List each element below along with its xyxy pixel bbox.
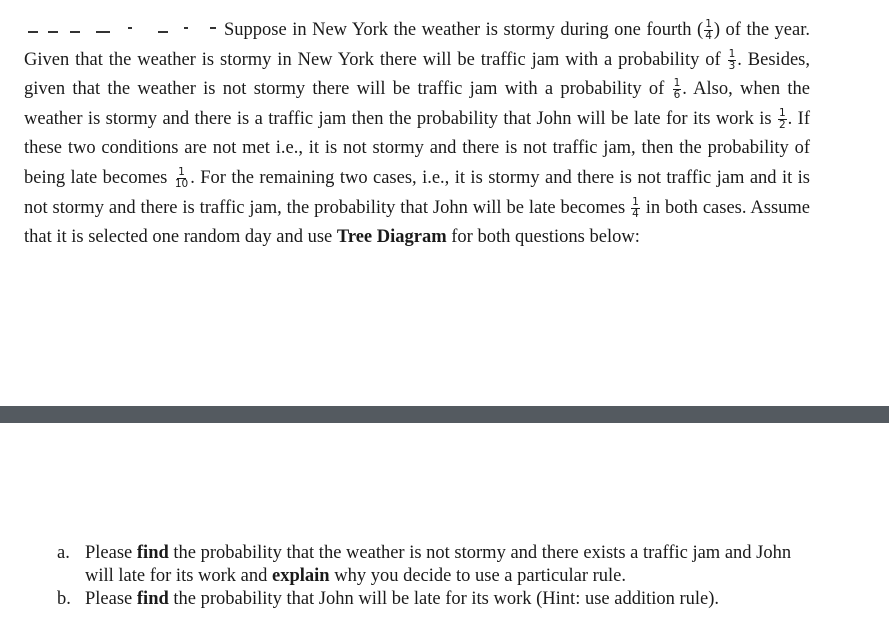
fraction-one-third: $\frac{1}{3}$ — [728, 47, 736, 72]
problem-text-5: . If these two conditions are not met i.e., it is not stormy and there is not traffic jam, then the probability of being late becomes — [24, 108, 810, 188]
fraction-one-sixth: $\frac{1}{6}$ — [673, 77, 681, 102]
problem-statement — [24, 16, 810, 253]
problem-text-6: . For the remaining two cases, i.e., it is stormy and there is not traffic jam and it is not stormy and there is traffic jam, the probability that John will be late becomes — [24, 167, 811, 218]
emphasis-find: find — [136, 589, 169, 609]
page-divider — [0, 406, 889, 423]
problem-text-7: in both cases. Assume that it is selected one random day and use — [24, 197, 810, 248]
cropped-heading-remnant — [24, 25, 224, 37]
fraction-one-tenth: $\frac{1}{10}$ — [174, 166, 189, 191]
emphasis-find: find — [136, 543, 169, 563]
tree-diagram-emphasis: Tree Diagram — [336, 227, 447, 248]
problem-text-1: Suppose in New York the weather is stormy during one fourth ( — [224, 20, 704, 40]
question-marker: a. — [57, 543, 70, 563]
question-list — [57, 542, 817, 611]
question-marker: b. — [57, 589, 71, 609]
problem-text-2: ) of the year. Given that the weather is stormy in New York there will be traffic jam with a probability of — [24, 20, 810, 70]
emphasis-explain: explain — [272, 566, 330, 586]
problem-text-4: . Also, when the weather is stormy and there is a traffic jam then the probability that John will be late for its work is — [24, 79, 810, 129]
fraction-one-fourth: $\frac{1}{4}$ — [705, 18, 712, 43]
problem-text-3: . Besides, given that the weather is not stormy there will be traffic jam with a probability of — [24, 49, 810, 100]
problem-text-8: for both questions below: — [446, 227, 640, 248]
question-a: a. Please find the probability that the weather is not stormy and there exists a traffic jam and John will late for its work and explain why you decide to use a particular rule. — [57, 543, 792, 586]
question-b: b. Please find the probability that John will be late for its work (Hint: use addition rule). — [57, 589, 720, 609]
fraction-one-fourth-b: $\frac{1}{4}$ — [632, 195, 639, 220]
fraction-one-half: $\frac{1}{2}$ — [778, 107, 786, 132]
